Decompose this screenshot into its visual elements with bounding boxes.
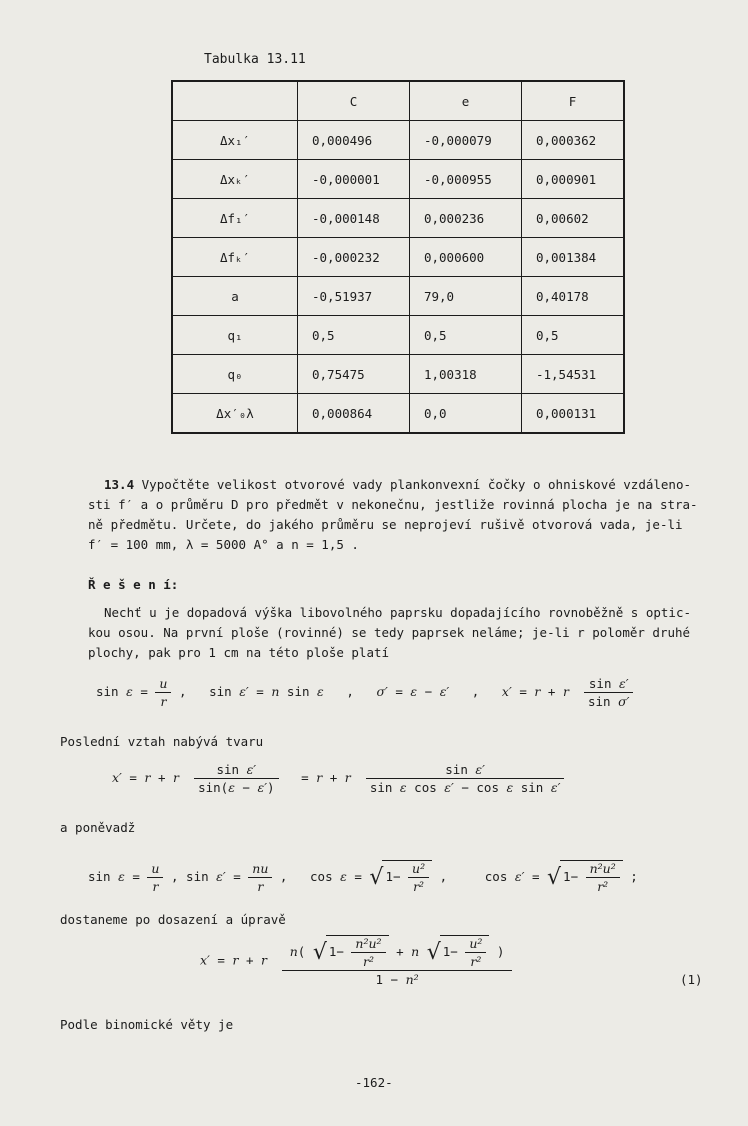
equation-3: sin ε = $\frac{u}{r}$ , sin ε′ = $\frac{nu}{r}$ , cos ε = √ 1− $\frac{\text{u²}}{\text{r²}}$ , cos ε′ = √ 1− $\frac{\text{n²u²}}{\text{r²}}$ ; [88,861,638,894]
row-label: Δf₁′ [172,199,298,238]
problem-text: Vypočtěte velikost otvorové vady plankonvexní čočky o ohniskové vzdáleno- [141,477,692,492]
table-cell: 0,00602 [521,199,624,238]
table-row [172,238,624,277]
paragraph-line: Nechť u je dopadová výška libovolného paprsku dopadajícího rovnoběžně s optic- [104,605,691,620]
table-row [172,160,624,199]
column-header: F [521,81,624,121]
table-cell: 79,0 [409,277,521,316]
paragraph-line: kou osou. Na první ploše (rovinné) se tedy paprsek neláme; je-li r poloměr druhé [88,625,691,640]
solution-heading: Ř e š e n í: [88,577,179,592]
row-label: a [172,277,298,316]
table-corner [172,81,298,121]
table-cell: 0,5 [521,316,624,355]
table-caption: Tabulka 13.11 [204,52,306,67]
table-cell: 0,000496 [298,121,410,160]
column-header: e [409,81,521,121]
row-label: Δx′₀λ [172,394,298,434]
table-cell: -0,000232 [298,238,410,277]
table-cell: 0,000864 [298,394,410,434]
table-cell: 0,000600 [409,238,521,277]
table-cell: -0,000079 [409,121,521,160]
table-cell: 0,5 [298,316,410,355]
table-cell: -0,000955 [409,160,521,199]
column-header: C [298,81,410,121]
page-number: -162- [355,1075,393,1090]
table-row [172,277,624,316]
equation-4: x′ = r + r n( √ 1− $\frac{\text{n²u²}}{\text{r²}}$ + n √ 1− $\frac{\text{u²}}{\text{r²}}$ ) 1 − n² [200,935,512,987]
problem-line [104,475,734,494]
table-row [172,121,624,160]
table-cell: -0,51937 [298,277,410,316]
table-row [172,316,624,355]
text-line: dostaneme po dosazení a úpravě [60,912,286,927]
table-row [172,199,624,238]
table-cell: 0,0 [409,394,521,434]
row-label: q₁ [172,316,298,355]
table-cell: 1,00318 [409,355,521,394]
text-line: Podle binomické věty je [60,1017,234,1032]
table-cell: 0,001384 [521,238,624,277]
text-line: Poslední vztah nabývá tvaru [60,734,264,749]
data-table [171,80,625,434]
table-row [172,394,624,434]
table-row [172,355,624,394]
row-label: Δxₖ′ [172,160,298,199]
paragraph-line: plochy, pak pro 1 cm na této ploše platí [88,645,390,660]
table-cell: 0,000901 [521,160,624,199]
table-cell: 0,40178 [521,277,624,316]
table-cell: 0,000236 [409,199,521,238]
table-cell: -0,000001 [298,160,410,199]
problem-number: 13.4 [104,477,135,492]
table-cell: 0,75475 [298,355,410,394]
table-cell: -1,54531 [521,355,624,394]
text-line: a poněvadž [60,820,136,835]
problem-line: ně předmětu. Určete, do jakého průměru se neprojeví rušivě otvorová vada, je-li [88,517,683,532]
table-cell: 0,000362 [521,121,624,160]
row-label: q₀ [172,355,298,394]
table-cell: 0,5 [409,316,521,355]
problem-line: sti f′ a o průměru D pro předmět v nekonečnu, jestliže rovinná plocha je na stra- [88,497,698,512]
table-cell: -0,000148 [298,199,410,238]
equation-2: x′ = r + r $\frac{\text{sin ε′}}{\sin(\varepsilon - \varepsilon')}$ = r + r $\frac{\text{sin ε′}}{\text{sin ε cos ε′ − cos ε sin ε′}}$ [112,762,564,795]
row-label: Δx₁′ [172,121,298,160]
row-label: Δfₖ′ [172,238,298,277]
equation-1: sin ε = $\frac{u}{r}$ , sin ε′ = n sin ε , σ′ = ε − ε′ , x′ = r + r $\frac{\text{sin ε′}}{\text{sin σ′}}$ [96,676,633,709]
table-cell: 0,000131 [521,394,624,434]
equation-number: (1) [680,972,703,987]
table-header-row [172,81,624,121]
problem-line: f′ = 100 mm, λ = 5000 A° a n = 1,5 . [88,537,359,552]
